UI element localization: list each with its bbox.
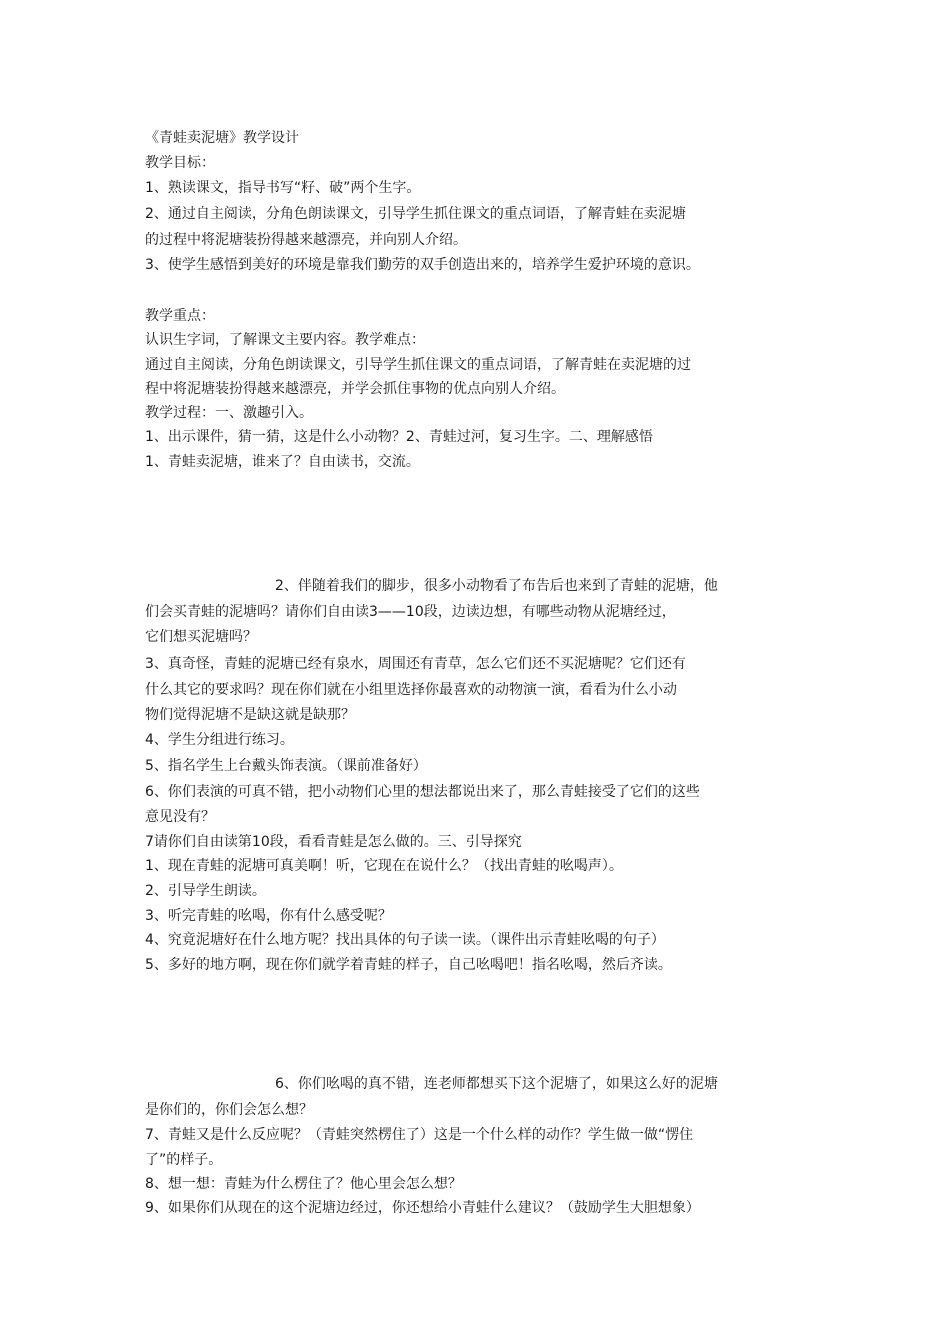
b2-line-10: 意见没有？ [145,809,215,825]
process-line [145,403,815,423]
objective-1: 1、熟读课文，指导书写“籽、破”两个生字。 [145,180,421,196]
section-1-heading: 一、激趣引入。 [215,405,313,421]
objective-2-cont: 的过程中将泥塘装扮得越来越漂亮，并向别人介绍。 [145,232,467,248]
section-3-heading: 三、引导探究 [437,834,522,850]
b3-line-2: 是你们的，你们会怎么想？ [145,1102,313,1118]
b2-line-8: 5、指名学生上台戴头饰表演。（课前准备好） [145,758,427,774]
keypoint-line [145,330,815,350]
keypoint-heading: 教学重点： [145,308,215,324]
b2-line-11b: 10段，看看青蛙是怎么做的。 [251,834,438,850]
step-2: 1、青蛙卖泥塘，谁来了？自由读书，交流。 [145,454,420,470]
b2-line-4 [145,654,815,674]
step-1b: 2、青蛙过河，复习生字。 [405,429,569,445]
b2-line-9: 6、你们表演的可真不错，把小动物们心里的想法都说出来了，那么青蛙接受了它们的这些 [145,784,700,800]
b2-line-1: 2、伴随着我们的脚步，很多小动物看了布告后也来到了青蛙的泥塘，他 [275,578,718,594]
b2-line-5 [145,680,815,700]
b2-line-15: 4、究竟泥塘好在什么地方呢？找出具体的句子读一读。（课件出示青蛙吆喝的句子） [145,932,665,948]
b3-line-5: 8、想一想：青蛙为什么楞住了？他心里会怎么想？ [145,1176,462,1192]
b2-line-12: 1、现在青蛙的泥塘可真美啊！听，它现在在说什么？（找出青蛙的吆喝声）。 [145,858,623,874]
step-line-1 [145,427,815,447]
difficulty-line-1: 通过自主阅读，分角色朗读课文，引导学生抓住课文的重点词语，了解青蛙在卖泥塘的过 [145,357,691,373]
keypoint-text: 认识生字词，了解课文主要内容。 [145,332,355,348]
difficulty-heading: 教学难点： [355,332,425,348]
doc-title: 《青蛙卖泥塘》教学设计 [145,130,299,146]
b2-line-11a: 7请你们自由读第 [145,834,252,850]
b2-line-7: 4、学生分组进行练习。 [145,732,294,748]
b2-line-16: 5、多好的地方啊，现在你们就学着青蛙的样子，自己吆喝吧！指名吆喝，然后齐读。 [145,957,672,973]
b2-line-14: 3、听完青蛙的吆喝，你有什么感受呢？ [145,908,392,924]
objective-3: 3、使学生感悟到美好的环境是靠我们勤劳的双手创造出来的，培养学生爱护环境的意识。 [145,257,700,273]
b2-line-4a: 3、真奇怪，青蛙的泥塘已经有泉水，周围还有青草，怎么它们还不买泥塘呢？ [145,656,630,672]
b3-line-4: 了”的样子。 [145,1152,223,1168]
b2-line-5a: 什么其它的要求吗？ [145,682,271,698]
b2-line-11 [145,832,815,852]
objective-2-text: 通过自主阅读，分角色朗读课文，引导学生抓住课文的重点词语，了解青蛙在卖泥塘 [167,206,686,222]
process-heading: 教学过程： [145,405,215,421]
b2-line-13: 2、引导学生朗读。 [145,883,266,899]
section-2-heading: 二、理解感悟 [568,429,653,445]
b2-line-5b: 现在你们就在小组里选择你最喜欢的动物演一演，看看为什么小动 [271,682,677,698]
b2-line-3: 它们想买泥塘吗？ [145,629,257,645]
b2-line-4b: 它们还有 [629,656,686,672]
b2-line-2 [145,602,815,622]
b3-line-6: 9、如果你们从现在的这个泥塘边经过，你还想给小青蛙什么建议？（鼓励学生大胆想象） [145,1200,700,1216]
b3-line-1: 6、你们吆喝的真不错，连老师都想买下这个泥塘了，如果这么好的泥塘 [275,1076,718,1092]
objectives-heading: 教学目标： [145,155,215,171]
step-1a: 1、出示课件，猜一猜，这是什么小动物？ [145,429,406,445]
objective-2 [145,204,815,224]
b2-line-6: 物们觉得泥塘不是缺这就是缺那？ [145,707,355,723]
objective-2-num: 2、 [145,206,168,222]
b2-line-2a: 们会买青蛙的泥塘吗？请你们自由读 [145,604,369,620]
b3-line-3: 7、青蛙又是什么反应呢？（青蛙突然楞住了）这是一个什么样的动作？学生做一做“愣住 [145,1127,694,1143]
b2-line-2b: 3——10段，边读边想，有哪些动物从泥塘经过， [369,604,676,620]
difficulty-line-2: 程中将泥塘装扮得越来越漂亮，并学会抓住事物的优点向别人介绍。 [145,381,565,397]
